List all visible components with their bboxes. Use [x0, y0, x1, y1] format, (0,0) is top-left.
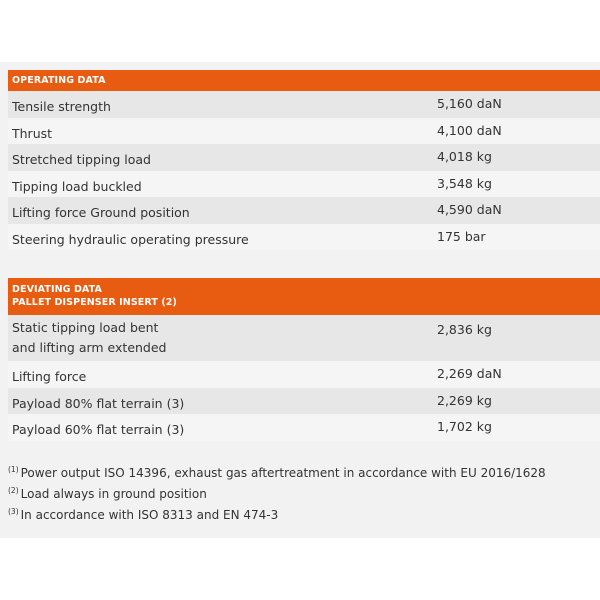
footnote: [8, 503, 546, 524]
row-label: Payload 80% flat terrain (3): [12, 395, 185, 411]
deviating-data-header: [8, 278, 600, 315]
row-label: Stretched tipping load: [12, 152, 151, 167]
row-value: 2,269 kg: [437, 392, 492, 408]
row-label: Tipping load buckled: [12, 178, 142, 194]
table-row: [8, 388, 600, 415]
deviating-data-table: [8, 278, 600, 441]
spec-panel: [0, 62, 600, 538]
footnote-text: In accordance with ISO 8313 and EN 474-3: [20, 508, 279, 522]
row-label: Lifting force Ground position: [12, 205, 190, 220]
deviating-data-rows: [8, 315, 600, 441]
operating-data-header: [8, 70, 600, 91]
table-row: [8, 171, 600, 198]
row-value: 4,100 daN: [437, 122, 502, 138]
row-value: 3,548 kg: [437, 175, 492, 191]
table-row: [8, 144, 600, 171]
operating-data-title: OPERATING DATA: [12, 75, 106, 86]
deviating-data-title: DEVIATING DATA: [12, 284, 102, 295]
row-value: 4,590 daN: [437, 202, 502, 217]
operating-data-table: [8, 70, 600, 250]
table-row: [8, 118, 600, 145]
footnote-text: Power output ISO 14396, exhaust gas aftertreatment in accordance with EU 2016/1628: [20, 466, 546, 480]
table-row: [8, 361, 600, 388]
row-label: [12, 318, 167, 358]
row-label-line: Static tipping load bent: [12, 320, 159, 335]
row-label: Steering hydraulic operating pressure: [12, 231, 249, 247]
row-label: Tensile strength: [12, 99, 111, 114]
row-value: 2,836 kg: [437, 322, 492, 337]
table-row: [8, 224, 600, 251]
table-row: [8, 197, 600, 224]
row-value: 4,018 kg: [437, 149, 492, 164]
table-row: [8, 91, 600, 118]
footnotes: [8, 461, 546, 524]
row-label: Lifting force: [12, 369, 87, 384]
row-label: Thrust: [12, 125, 53, 141]
row-value: 2,269 daN: [437, 366, 502, 381]
footnote-text: Load always in ground position: [20, 487, 207, 501]
row-value: 5,160 daN: [437, 96, 502, 111]
operating-data-rows: [8, 91, 600, 250]
footnote: [8, 482, 546, 503]
row-value: 1,702 kg: [437, 419, 492, 434]
table-row: [8, 414, 600, 441]
row-label-line: and lifting arm extended: [12, 340, 167, 355]
footnote-marker: (2): [8, 486, 19, 495]
table-row: [8, 315, 600, 361]
deviating-data-subtitle: PALLET DISPENSER INSERT (2): [12, 297, 177, 308]
footnote-marker: (1): [8, 465, 19, 474]
footnote: [8, 461, 546, 482]
row-label: Payload 60% flat terrain (3): [12, 422, 185, 437]
row-value: 175 bar: [437, 228, 486, 244]
footnote-marker: (3): [8, 507, 19, 516]
